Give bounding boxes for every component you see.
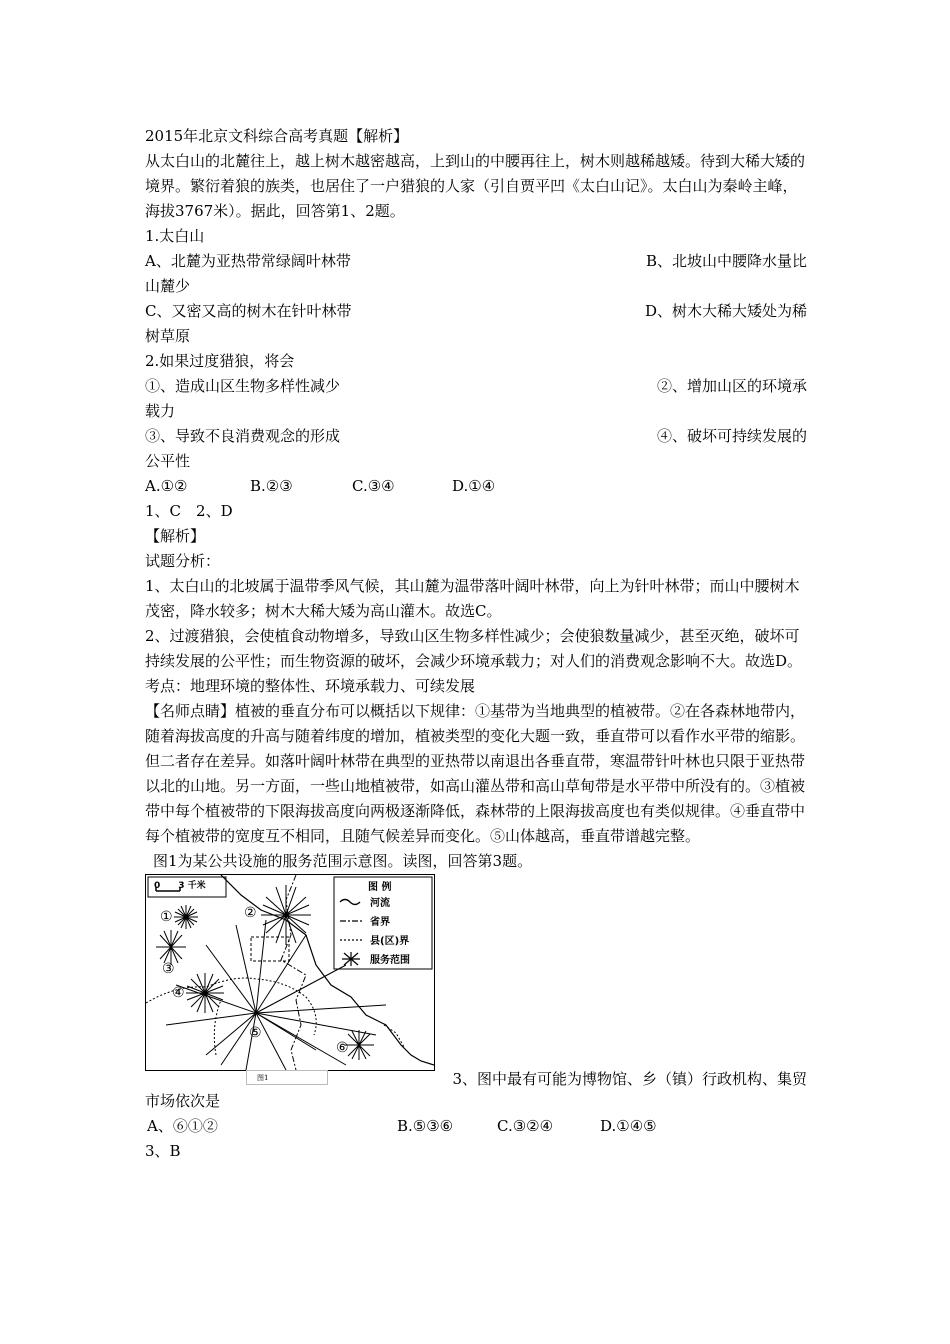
q1-stem: 1.太白山 xyxy=(145,227,205,245)
q3-stem: 3、图中最有可能为博物馆、乡（镇）行政机构、集贸 xyxy=(452,1070,807,1088)
q1-option-d: D、树木大稀大矮处为稀 xyxy=(644,302,807,320)
q1-option-b-cont: 山麓少 xyxy=(145,277,191,295)
q2-choice-b: B.②③ xyxy=(250,477,293,495)
passage: 从太白山的北麓往上，越上树木越密越高，上到山的中腰再往上，树木则越稀越矮。待到大稀大矮的境界。繁衍着狼的族类，也居住了一户猎狼的人家（引自贾平凹《太白山记》。太白山为秦岭主峰，海拔3767米）。据此，回答第1、2题。 xyxy=(145,152,806,220)
q3-choices xyxy=(145,1114,807,1139)
kaodian: 考点：地理环境的整体性、环境承载力、可续发展 xyxy=(145,677,476,695)
service-star-1 xyxy=(174,905,198,929)
q3-stem-cont: 市场依次是 xyxy=(145,1092,221,1110)
doc-title: 2015年北京文科综合高考真题【解析】 xyxy=(145,127,409,145)
expert-note: 【名师点睛】植被的垂直分布可以概括以下规律：①基带为当地典型的植被带。②在各森林地带内，随着海拔高度的升高与随着纬度的增加，植被类型的变化大题一致，垂直带可以看作水平带的缩影。但二者存在差异。如落叶阔叶林带在典型的亚热带以南退出各垂直带，寒温带针叶林也只限于亚热带以北的山地。另一方面，一些山地植被带，如高山灌丛带和高山草甸带是水平带中所没有的。③植被带中每个植被带的下限海拔高度向两极逐渐降低，森林带的上限海拔高度也有类似规律。④垂直带中每个植被带的宽度互不相同，且随气候差异而变化。⑤山体越高，垂直带谱越完整。 xyxy=(145,702,806,845)
marker-4: ④ xyxy=(172,985,185,1001)
service-star-3 xyxy=(156,930,186,965)
q2-choices xyxy=(145,474,807,499)
province-line xyxy=(281,875,306,1070)
service-star-4 xyxy=(186,973,224,1013)
marker-2: ② xyxy=(244,905,257,921)
q2-row-12 xyxy=(145,374,807,399)
q2-choice-a: A.①② xyxy=(145,477,188,495)
scale-label: 0 3 千米 xyxy=(154,881,206,891)
service-star-2 xyxy=(261,885,311,945)
legend-county: 县(区)界 xyxy=(370,936,410,947)
q2-item-4: ④、破坏可持续发展的 xyxy=(656,427,807,445)
analysis-1: 1、太白山的北坡属于温带季风气候，其山麓为温带落叶阔叶林带，向上为针叶林带；而山中腰树木茂密，降水较多；树木大稀大矮为高山灌木。故选C。 xyxy=(145,577,800,620)
q1-row-cd xyxy=(145,299,807,324)
q1-option-c: C、又密又高的树木在针叶林带 xyxy=(145,302,352,320)
q2-stem: 2.如果过度猎狼，将会 xyxy=(145,352,295,370)
legend-title: 图 例 xyxy=(368,882,392,893)
q2-item-4-cont: 公平性 xyxy=(145,452,191,470)
analysis-2: 2、过渡猎狼，会使植食动物增多，导致山区生物多样性减少；会使狼数量减少，甚至灭绝，破坏可持续发展的公平性；而生物资源的破坏，会减少环境承载力；对人们的消费观念影响不大。故选D。 xyxy=(145,627,803,670)
county-box xyxy=(251,937,289,961)
figure-caption: 图1 xyxy=(246,1070,328,1085)
figure-block xyxy=(145,874,807,1089)
q1-row-ab xyxy=(145,249,807,274)
service-range-map xyxy=(145,874,435,1071)
document-page xyxy=(145,124,807,1164)
marker-5: ⑤ xyxy=(249,1025,262,1041)
answer-3: 3、B xyxy=(145,1142,181,1160)
legend-service: 服务范围 xyxy=(370,955,410,966)
legend-river: 河流 xyxy=(370,898,390,909)
answers-1-2: 1、C 2、D xyxy=(145,502,233,520)
figure-intro: 图1为某公共设施的服务范围示意图。读图，回答第3题。 xyxy=(153,852,533,870)
q2-item-2-cont: 载力 xyxy=(145,402,176,420)
analysis-heading: 试题分析： xyxy=(145,552,221,570)
q1-option-d-cont: 树草原 xyxy=(145,327,191,345)
q3-choice-a: A、⑥①② xyxy=(147,1117,218,1135)
service-symbol xyxy=(342,952,360,966)
q3-choice-b: B.⑤③⑥ xyxy=(397,1117,454,1135)
q2-row-34 xyxy=(145,424,807,449)
marker-6: ⑥ xyxy=(336,1040,349,1056)
q1-option-a: A、北麓为亚热带常绿阔叶林带 xyxy=(145,252,351,270)
legend-province: 省界 xyxy=(370,917,390,928)
q2-item-3: ③、导致不良消费观念的形成 xyxy=(145,427,341,445)
marker-1: ① xyxy=(160,909,173,925)
q3-choice-c: C.③②④ xyxy=(497,1117,554,1135)
marker-3: ③ xyxy=(162,961,175,977)
analysis-tag: 【解析】 xyxy=(145,527,206,545)
q3-choice-d: D.①④⑤ xyxy=(600,1117,657,1135)
q2-item-2: ②、增加山区的环境承 xyxy=(656,377,807,395)
q2-item-1: ①、造成山区生物多样性减少 xyxy=(145,377,341,395)
q1-option-b: B、北坡山中腰降水量比 xyxy=(645,252,807,270)
q2-choice-c: C.③④ xyxy=(352,477,395,495)
q2-choice-d: D.①④ xyxy=(452,477,496,495)
